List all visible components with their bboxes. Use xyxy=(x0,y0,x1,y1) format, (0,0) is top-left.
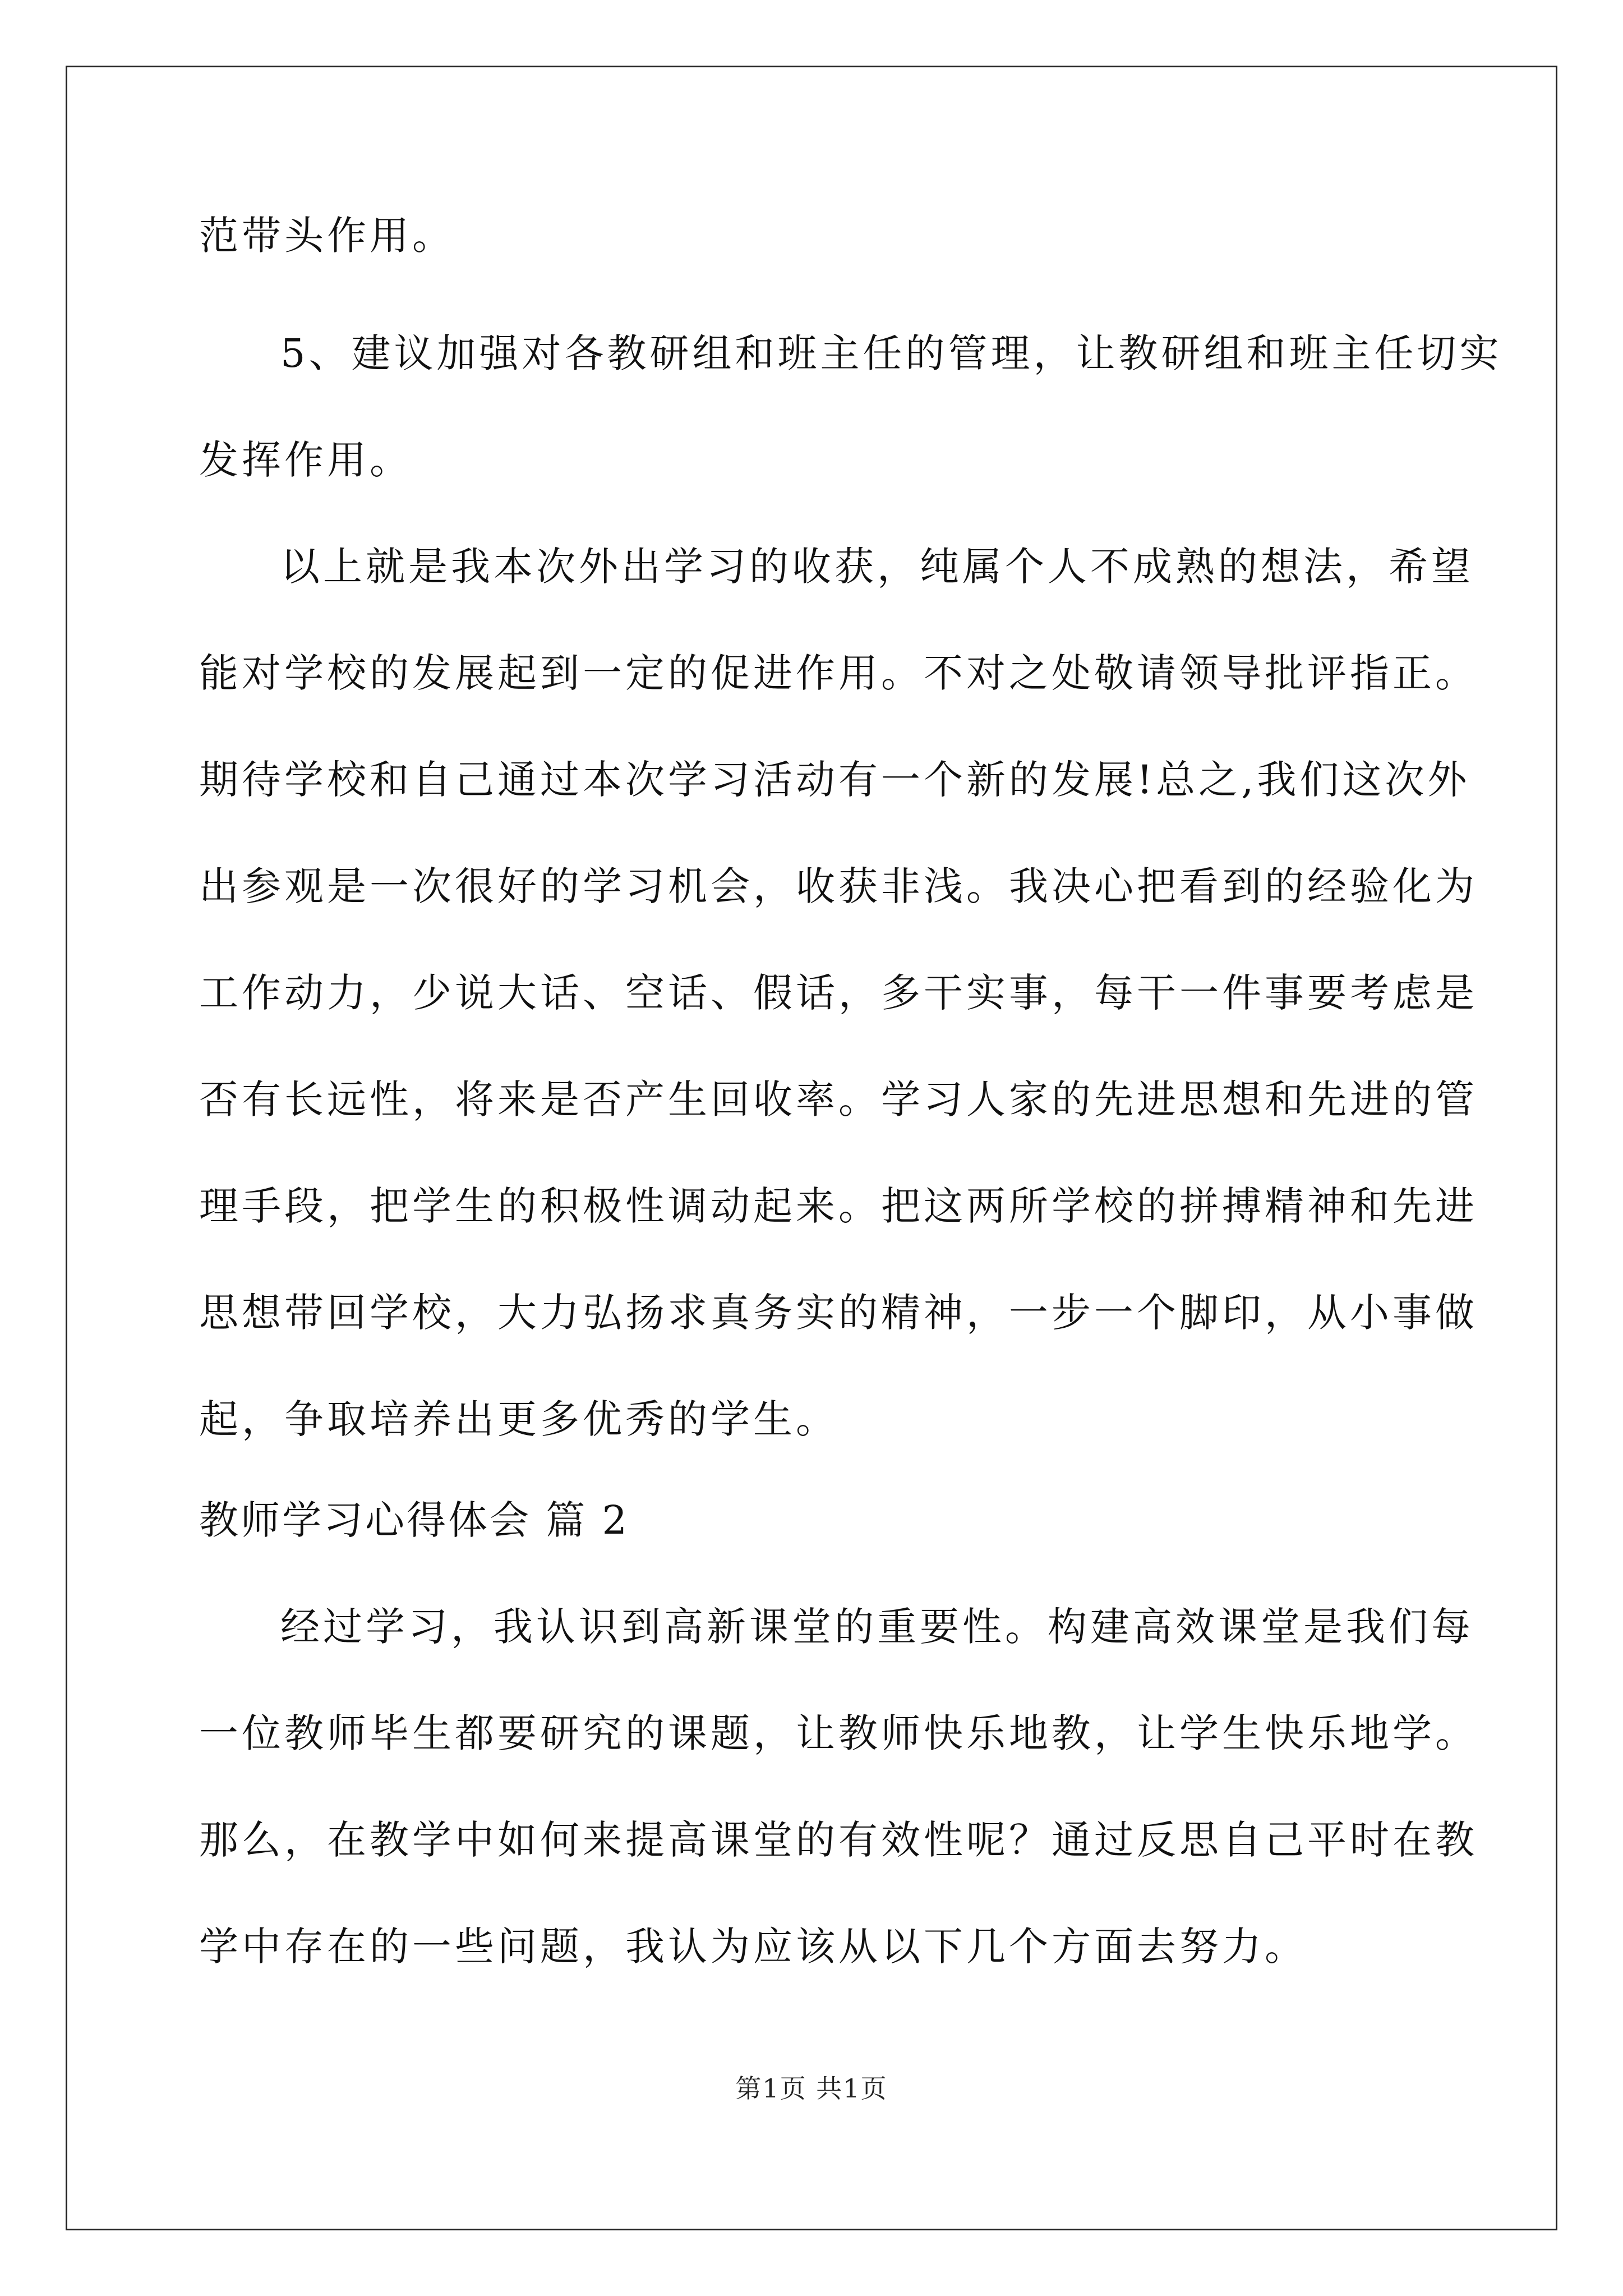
text-line: 一位教师毕生都要研究的课题，让教师快乐地教，让学生快乐地学。 xyxy=(199,1710,1478,1756)
text-line: 工作动力，少说大话、空话、假话，多干实事，每干一件事要考虑是 xyxy=(199,970,1478,1016)
text-line: 经过学习，我认识到高新课堂的重要性。构建高效课堂是我们每 xyxy=(280,1604,1474,1650)
text-line: 以上就是我本次外出学习的收获，纯属个人不成熟的想法，希望 xyxy=(280,544,1474,590)
text-line: 范带头作用。 xyxy=(199,213,455,259)
text-line: 理手段，把学生的积极性调动起来。把这两所学校的拼搏精神和先进 xyxy=(199,1183,1478,1229)
text-line: 那么，在教学中如何来提高课堂的有效性呢？通过反思自己平时在教 xyxy=(199,1817,1478,1863)
text-line: 出参观是一次很好的学习机会，收获非浅。我决心把看到的经验化为 xyxy=(199,863,1478,909)
page-border xyxy=(66,66,1557,2230)
text-line: 期待学校和自己通过本次学习活动有一个新的发展!总之,我们这次外 xyxy=(199,757,1470,803)
text-line: 思想带回学校，大力弘扬求真务实的精神，一步一个脚印，从小事做 xyxy=(199,1290,1478,1336)
text-line: 5、建议加强对各教研组和班主任的管理，让教研组和班主任切实 xyxy=(280,330,1502,376)
text-line: 能对学校的发展起到一定的促进作用。不对之处敬请领导批评指正。 xyxy=(199,650,1478,696)
page-footer: 第1页 共1页 xyxy=(735,2073,888,2104)
text-line: 发挥作用。 xyxy=(199,437,412,483)
text-line: 学中存在的一些问题，我认为应该从以下几个方面去努力。 xyxy=(199,1924,1307,1970)
text-line: 起，争取培养出更多优秀的学生。 xyxy=(199,1396,838,1442)
section-heading: 教师学习心得体会 篇 2 xyxy=(199,1497,630,1543)
text-line: 否有长远性，将来是否产生回收率。学习人家的先进思想和先进的管 xyxy=(199,1076,1478,1122)
